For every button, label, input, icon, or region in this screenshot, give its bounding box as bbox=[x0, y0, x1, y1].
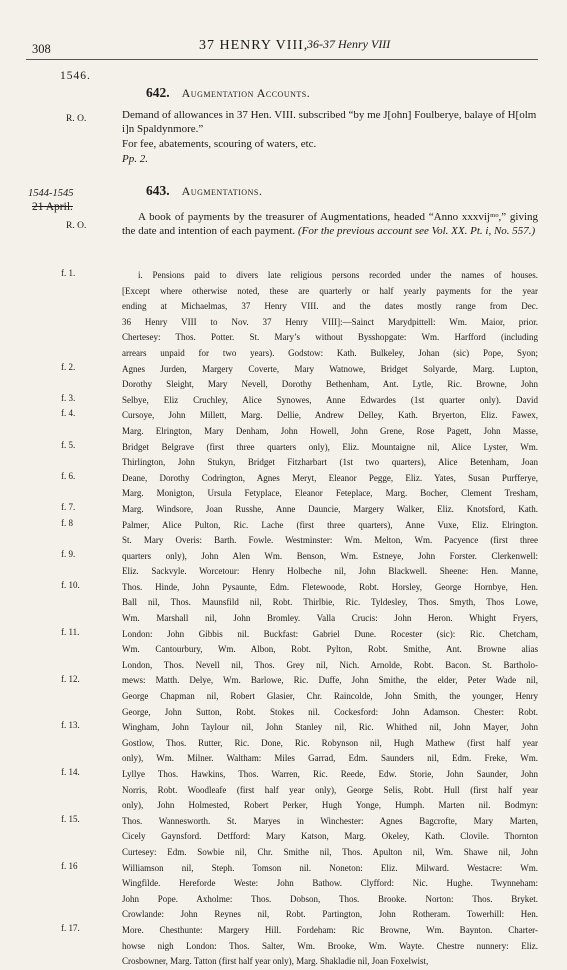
entry-number: 642. bbox=[146, 85, 170, 100]
text-line: London, Thos. Nevell nil, Thos. Grey nil, Nich. Arnolde, Robt. Bacon. St. Bartholo- bbox=[122, 659, 538, 670]
running-title: 37 HENRY VIII, bbox=[199, 38, 309, 53]
text-line: Deane, Dorothy Codrington, Agnes Meryt, Eleanor Pegge, Eliz. Yates, Susan Purfferye, bbox=[122, 472, 538, 483]
folio-mark: f. 11. bbox=[61, 626, 80, 637]
folio-mark: f. 13. bbox=[61, 720, 80, 731]
text-line: Williamson nil, Steph. Tomson nil. Noneton: Eliz. Milward. Westacre: Wm. bbox=[122, 862, 538, 873]
header-rule bbox=[26, 59, 538, 60]
text-line: London: John Gibbis nil. Buckfast: Gabriel Dune. Rocester (sic): Ric. Chetcham, bbox=[122, 628, 538, 639]
folio-mark: f. 8 bbox=[61, 517, 73, 528]
text-line: Wingfilde. Hereforde Weste: John Bathow. Clyfford: Nic. Hughe. Twynneham: bbox=[122, 878, 538, 889]
text-line: Agnes Jurden, Margery Coverte, Mary Watnowe, Bridget Solyarde, Marg. Lupton, bbox=[122, 363, 538, 374]
margin-struck-date: 21 April. bbox=[32, 201, 73, 213]
text-line: Marg. Windsore, Joan Russhe, Anne Dauncie, Margery Walker, Eliz. Knotsford, Kath. bbox=[122, 503, 538, 514]
folio-mark: f. 5. bbox=[61, 439, 76, 450]
text-line: Marg. Monigton, Ursula Fetyplace, Eleanor Feteplace, Marg. Bocher, Clement Tresham, bbox=[122, 488, 538, 499]
text-line: Crosbowner, Marg. Tatton (first half year only), Marg. Shakladie nil, Joan Foxelwist, bbox=[122, 956, 429, 967]
text-line: Selbye, Eliz Cruchley, Alice Synowes, Anne Edwardes (1st quarter only). David bbox=[122, 394, 538, 405]
folio-mark: f. 9. bbox=[61, 548, 76, 559]
folio-mark: f. 14. bbox=[61, 767, 80, 778]
text-line: Curtesey: Edm. Sowbie nil, Chr. Smithe nil, Thos. Apulton nil, Wm. Shawe nil, John bbox=[122, 846, 538, 857]
page-number: 308 bbox=[32, 42, 51, 56]
text-line: Chertesey: Thos. Potter. St. Mary’s without Bysshopgate: Wm. Harfford (including bbox=[122, 332, 538, 343]
folio-mark: f. 1. bbox=[61, 268, 76, 278]
text-line: howse nigh London: Thos. Salter, Wm. Brooke, Wm. Wayte. Chestre nunnery: Eliz. bbox=[122, 940, 538, 951]
pension-list-text bbox=[122, 268, 538, 970]
text-line: George, John Sutton, Robt. Stokes nil. Cockesford: John Adamson. Chester: Robt. bbox=[122, 706, 538, 717]
entry-title: Augmentations. bbox=[181, 184, 263, 198]
text-line: Dorothy Sleight, Mary Nevell, Dorothy Bethenham, Ant. Lytle, Ric. Browne, John bbox=[122, 379, 538, 390]
text-line: [Except where otherwise noted, these are quarterly or half yearly payments for the year bbox=[122, 285, 538, 296]
text-line: Marg. Elrington, Mary Denham, John Howell, John Grene, Rose Pagett, John Masse, bbox=[122, 425, 538, 436]
entry-642-pages: Pp. 2. bbox=[122, 153, 148, 165]
folio-mark: f. 4. bbox=[61, 408, 76, 419]
text-line: Norris, Robt. Woodleafe (first half year only), George Selis, Robt. Hull (first half year bbox=[122, 784, 538, 795]
folio-mark: f. 16 bbox=[61, 860, 78, 871]
text-line: Gostlow, Thos. Rutter, Ric. Done, Ric. Robynson nil, Hugh Mathew (first half year bbox=[122, 737, 538, 748]
text-line: arrears unpaid for two years). Godstow: Kath. Bulkeley, Johan (sic) Pope, Syon; bbox=[122, 347, 538, 358]
cross-reference: (For the previous account see Vol. XX. Pt. i, No. 557.) bbox=[297, 225, 536, 237]
entry-number: 643. bbox=[146, 183, 170, 198]
text-line: Cursoye, John Millett, Marg. Dellie, Andrew Delley, Kath. Bryerton, Eliz. Fawex, bbox=[122, 410, 538, 421]
text-line: i. Pensions paid to divers late religious persons recorded under the names of houses. bbox=[138, 270, 538, 280]
text-line: Eliz. Sackvyle. Worcetour: Henry Holbeche nil, John Blackwell. Sheene: Hen. Manne, bbox=[122, 566, 538, 577]
folio-mark: f. 2. bbox=[61, 361, 76, 372]
handwritten-annotation: 36-37 Henry VIII bbox=[307, 37, 391, 51]
folio-mark: f. 6. bbox=[61, 470, 76, 481]
folio-mark: f. 17. bbox=[61, 923, 80, 934]
text-line: Palmer, Alice Pulton, Ric. Lache (first three quarters), Anne Vuxe, Eliz. Elrington. bbox=[122, 519, 538, 530]
text-line: St. Mary Overis: Barth. Fowle. Westminster: Wm. Melton, Wm. Pacyence (first three bbox=[122, 535, 538, 546]
text-line: Crowlande: John Reynes nil, Robt. Partington, John Rotheram. Towerhill: Hen. bbox=[122, 909, 538, 920]
text-line: Lyllye Thos. Hawkins, Thos. Warren, Ric. Reede, Edw. Storie, John Saunder, John bbox=[122, 769, 538, 779]
entry-title: Augmentation Accounts. bbox=[181, 86, 311, 100]
margin-ro: R. O. bbox=[66, 114, 87, 124]
text-line: Ball nil, Thos. Maunsfild nil, Robt. Thirlbie, Ric. Tyldesley, Thos. Smyth, Thos Lowe, bbox=[122, 597, 538, 608]
text-line: only), John Holmested, Robert Perker, Hugh Yonge, Humph. Marten nil. Bodmyn: bbox=[122, 800, 538, 811]
margin-handwritten-dates: 1544-1545 bbox=[28, 188, 74, 199]
text-line: John Pope. Axholme: Thos. Dobson, Thos. Brooke. Norton: Thos. Bryket. bbox=[122, 893, 538, 904]
text-line: Cicely Gaynsford. Detfford: Mary Katson, Marg. Okeley, Kath. Clovile. Thornton bbox=[122, 831, 538, 842]
text-line: only), Wm. Milner. Waltham: Miles Garrad, Edm. Saunders nil, Edm. Freke, Wm. bbox=[122, 753, 538, 764]
folio-mark: f. 7. bbox=[61, 502, 76, 512]
text-line: mews: Matth. Delye, Wm. Barlowe, Ric. Duffe, John Smithe, the elder, Peter Wade nil, bbox=[122, 675, 538, 686]
folio-mark: f. 15. bbox=[61, 814, 80, 824]
margin-ro: R. O. bbox=[66, 221, 87, 231]
text-line: Wm. Cantourbury, Wm. Albon, Robt. Pylton, Robt. Smithe, Ant. Browne alias bbox=[122, 644, 538, 655]
text-line: George Chapman nil, Robert Glasier, Chr. Raincolde, John Smith, the younger, Henry bbox=[122, 691, 538, 702]
text-line: Thirlington, John Stukyn, Bridget Fitzharbart (1st two quarters), Alice Betenham, Joan bbox=[122, 457, 538, 468]
entry-643-intro: A book of payments by the treasurer of Augmentations, headed “Anno xxxvijᵐᵒ,” giving the date and intention of each payment. (For the previous account see Vol. XX. Pt. i, No. 557.) bbox=[122, 211, 538, 237]
text-line: Wingham, John Taylour nil, John Stanley nil, Ric. Whithed nil, John Mayer, John bbox=[122, 722, 538, 733]
folio-mark: f. 10. bbox=[61, 580, 80, 590]
margin-year: 1546. bbox=[60, 70, 91, 82]
entry-642-text: Demand of allowances in 37 Hen. VIII. subscribed “by me J[ohn] Foulberye, balaye of H[olm i]n Spaldynmore.” bbox=[122, 109, 537, 135]
folio-mark: f. 3. bbox=[61, 392, 76, 403]
text-line: Thos. Hinde, John Pysaunte, Edm. Fletewoode, Robt. Horsley, George Hornbye, Hen. bbox=[122, 581, 538, 592]
entry-642-detail: For fee, abatements, scouring of waters, etc. bbox=[122, 138, 317, 150]
folio-mark: f. 12. bbox=[61, 673, 80, 684]
entry-643-heading bbox=[146, 183, 262, 199]
text-line: Bridget Belgrave (first three quarters only), Eliz. Mountaigne nil, Alice Lyster, Wm. bbox=[122, 441, 538, 452]
text-line: More. Chesthunte: Margery Hill. Fordeham: Ric Browne, Wm. Baynton. Charter- bbox=[122, 924, 538, 935]
text-line: Wm. Marshall nil, John Bromley. Valla Crucis: John Heron. Whight Fryers, bbox=[122, 613, 538, 624]
text-line: 36 Henry VIII to Nov. 37 Henry VIII]:—Sainct Marydpittell: Wm. Maior, prior. bbox=[122, 316, 538, 327]
text-line: ending at Michaelmas, 37 Henry VIII. and the dates mostly range from Dec. bbox=[122, 301, 538, 312]
text-line: quarters only), John Alen Wm. Benson, Wm. Estneye, John Forster. Clerkenwell: bbox=[122, 550, 538, 561]
text-line: Thos. Wannesworth. St. Maryes in Winchester: Agnes Bagcrofte, Mary Marten, bbox=[122, 815, 538, 826]
entry-642-heading bbox=[146, 85, 310, 101]
